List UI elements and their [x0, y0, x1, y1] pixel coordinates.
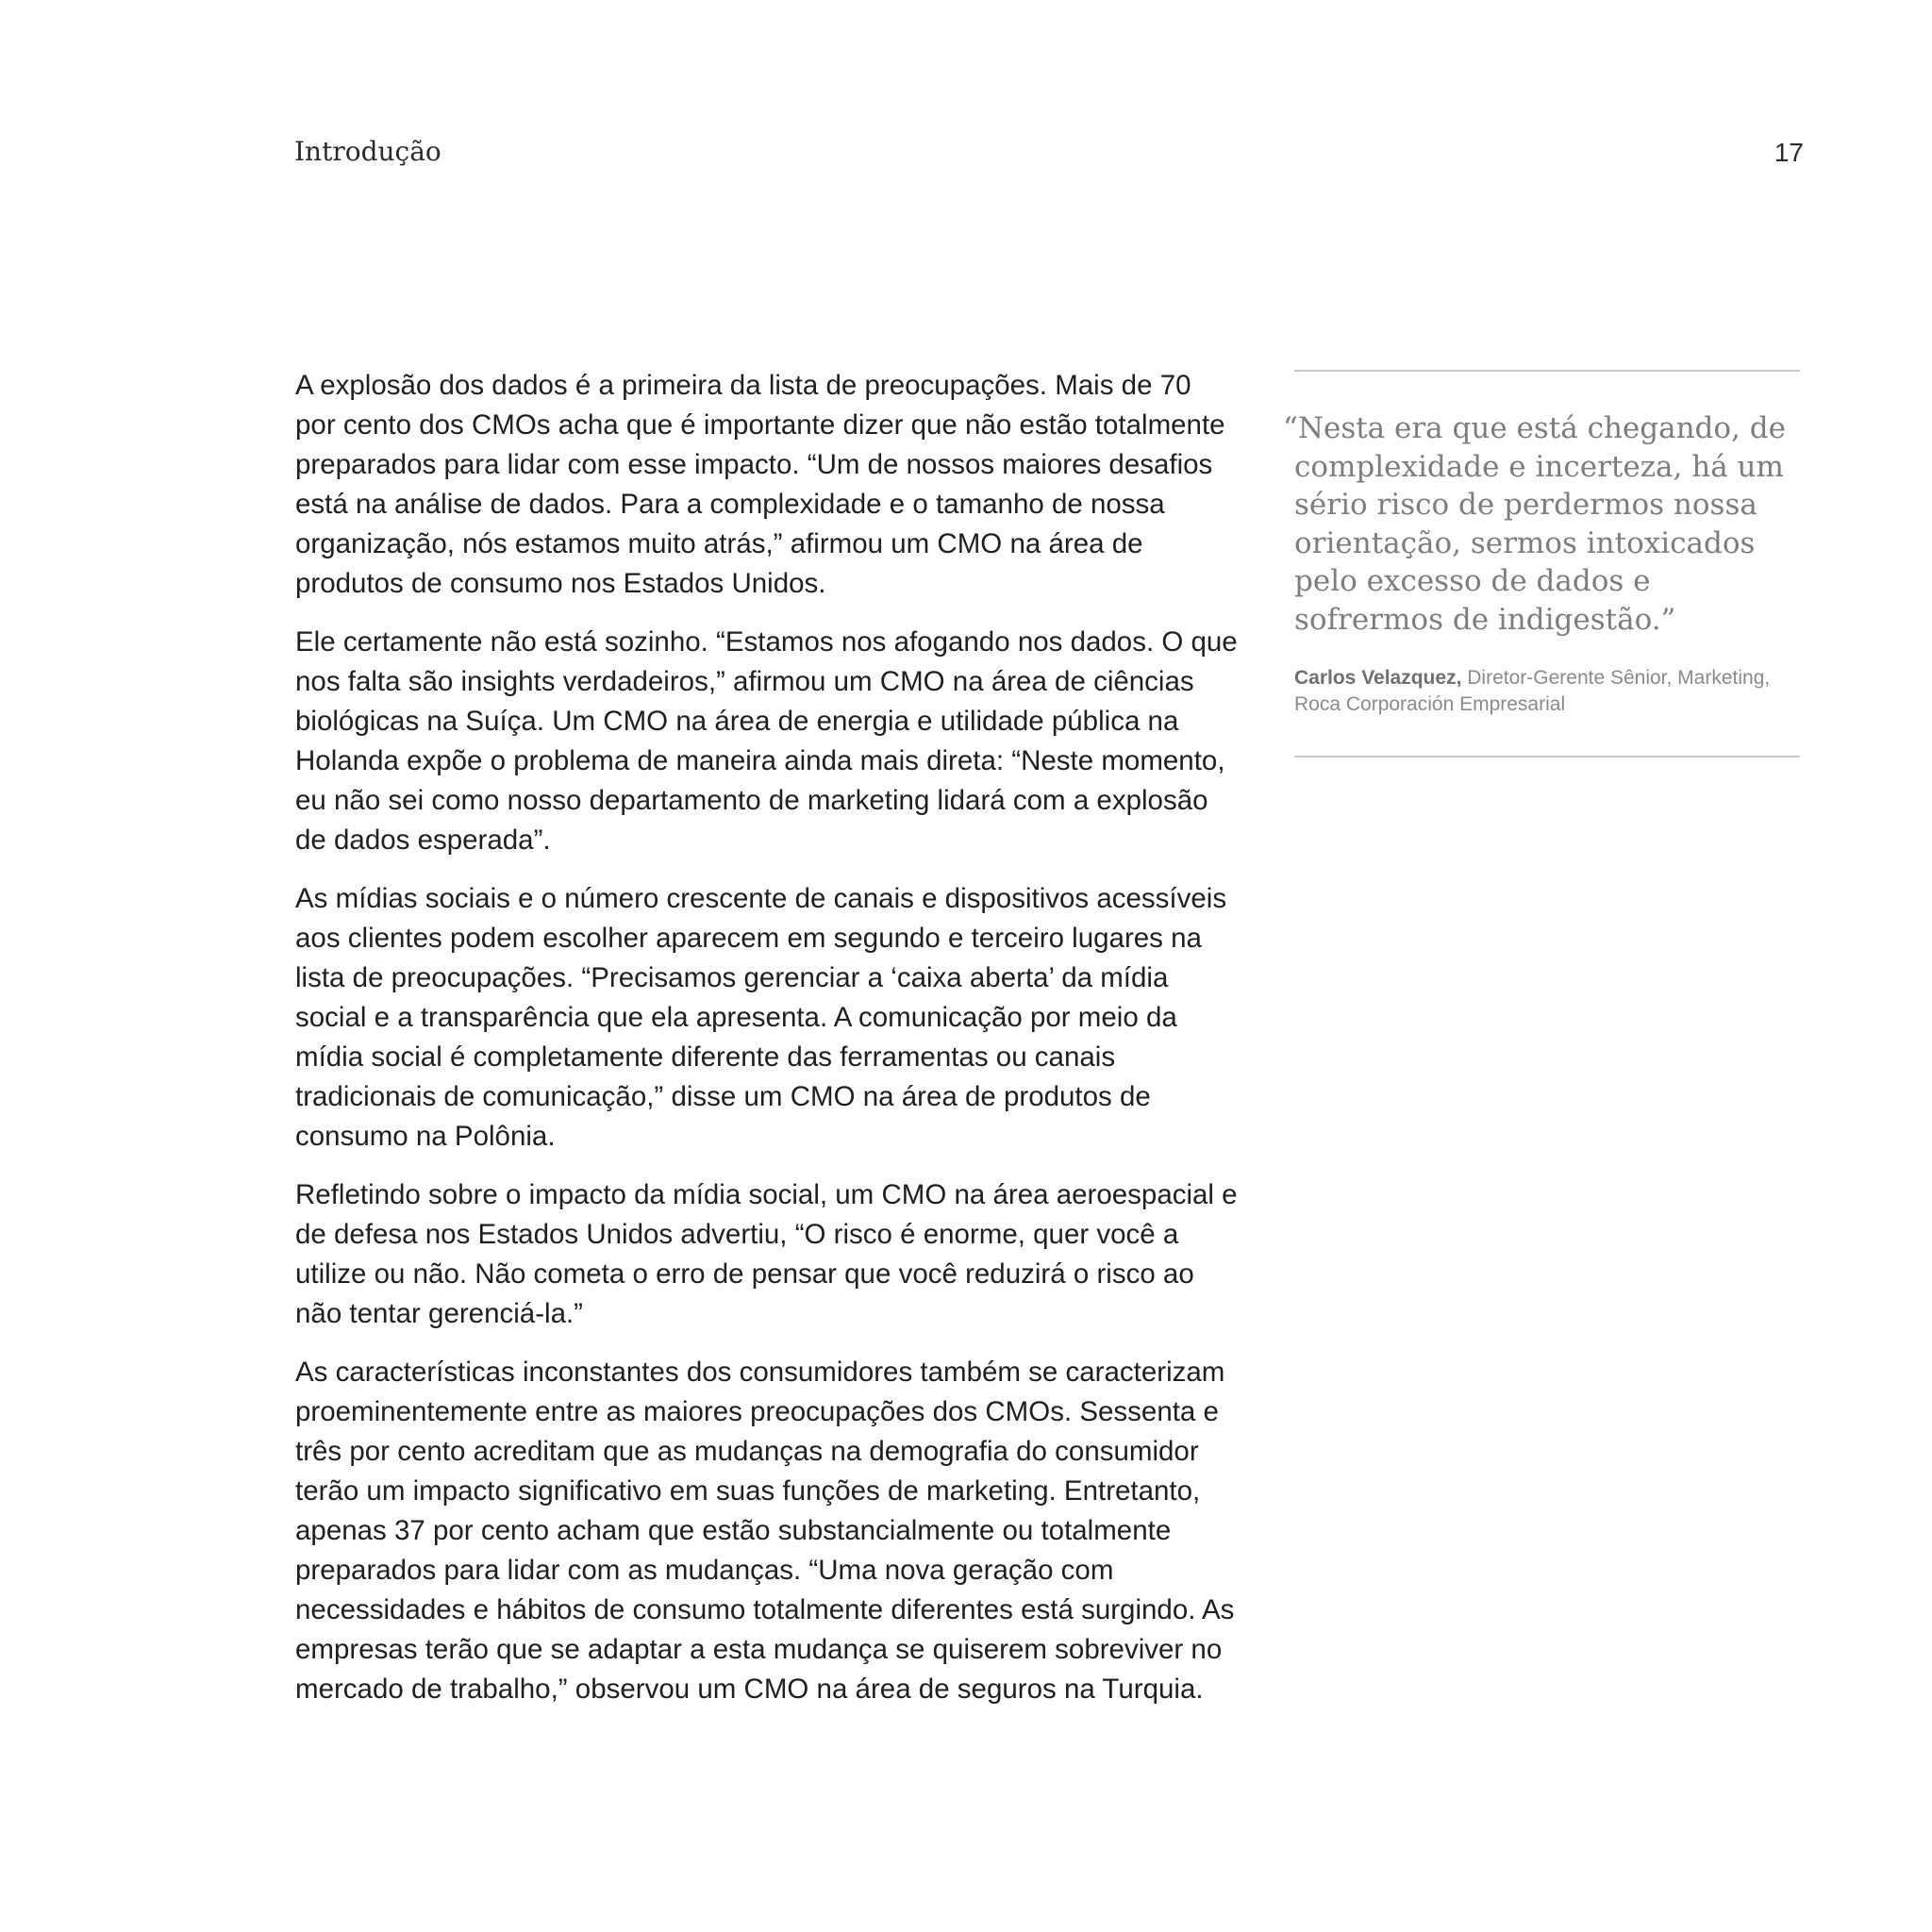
- body-paragraph: Refletindo sobre o impacto da mídia social, um CMO na área aeroespacial e de defesa nos Estados Unidos advertiu, “O risco é enorme, quer você a utilize ou não. Não cometa o erro de pensar que você reduzirá o risco ao não tentar gerenciá-la.”: [295, 1179, 1238, 1329]
- pull-quote: [1283, 370, 1800, 758]
- quote-attribution: [1294, 665, 1800, 718]
- section-title: Introdução: [294, 136, 441, 167]
- quote-author-title: Diretor-Gerente Sênior, Marketing, Roca Corporación Empresarial: [1294, 667, 1771, 715]
- body-paragraph: Ele certamente não está sozinho. “Estamos nos afogando nos dados. O que nos falta são insights verdadeiros,” afirmou um CMO na área de ciências biológicas na Suíça. Um CMO na área de energia e utilidade pública na Holanda expõe o problema de maneira ainda mais direta: “Neste momento, eu não sei como nosso departamento de marketing lidará com a explosão de dados esperada”.: [295, 626, 1238, 856]
- quote-author-name: Carlos Velazquez,: [1294, 667, 1462, 689]
- body-paragraph: As características inconstantes dos consumidores também se caracterizam proeminentemente entre as maiores preocupações dos CMOs. Sessenta e três por cento acreditam que as mudanças na demografia do consumidor terão um impacto significativo em suas funções de marketing. Entretanto, apenas 37 por cento acham que estão substancialmente ou totalmente preparados para lidar com as mudanças. “Uma nova geração com necessidades e hábitos de consumo totalmente diferentes está surgindo. As empresas terão que se adaptar a esta mudança se quiserem sobreviver no mercado de trabalho,” observou um CMO na área de seguros na Turquia.: [295, 1357, 1235, 1705]
- body-text: [295, 366, 1239, 1728]
- body-paragraph: As mídias sociais e o número crescente de canais e dispositivos acessíveis aos clientes podem escolher aparecem em segundo e terceiro lugares na lista de preocupações. “Precisamos gerenciar a ‘caixa aberta’ da mídia social e a transparência que ela apresenta. A comunicação por meio da mídia social é completamente diferente das ferramentas ou canais tradicionais de comunicação,” disse um CMO na área de produtos de consumo na Polônia.: [295, 883, 1227, 1152]
- pull-quote-text: “Nesta era que está chegando, de complexidade e incerteza, há um sério risco de perdermos nossa orientação, sermos intoxicados pelo excesso de dados e sofrermos de indigestão.”: [1283, 411, 1786, 637]
- page-number: 17: [1774, 138, 1804, 167]
- body-paragraph: A explosão dos dados é a primeira da lista de preocupações. Mais de 70 por cento dos CMOs acha que é importante dizer que não estão totalmente preparados para lidar com esse impacto. “Um de nossos maiores desafios está na análise de dados. Para a complexidade e o tamanho de nossa organização, nós estamos muito atrás,” afirmou um CMO na área de produtos de consumo nos Estados Unidos.: [295, 370, 1225, 599]
